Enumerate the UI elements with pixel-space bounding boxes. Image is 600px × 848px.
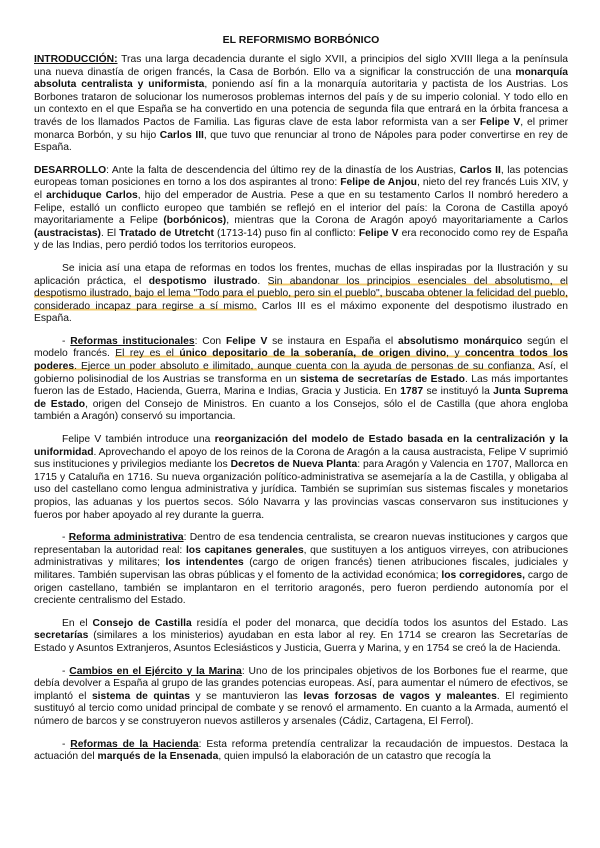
bold-text: los intendentes	[165, 557, 244, 569]
reorganizacion-paragraph	[34, 434, 568, 522]
text: En el	[62, 617, 93, 629]
text: : Con	[194, 335, 226, 347]
bold-text: despotismo ilustrado	[148, 275, 258, 287]
text: (1713-14) puso fin al conflicto:	[213, 227, 359, 239]
intro-label: INTRODUCCIÓN:	[34, 54, 118, 65]
reformas-institucionales-paragraph	[34, 336, 568, 424]
bold-text: Felipe V	[358, 227, 399, 239]
text: , el primer monarca Borbón, y su hijo	[34, 116, 569, 141]
text: , las potencias europeas toman posiciones en torno a los dos aspirantes al trono:	[34, 164, 568, 189]
intro-paragraph	[34, 54, 568, 155]
bold-text: Felipe V	[479, 116, 521, 128]
text: según el modelo francés.	[34, 335, 568, 360]
bold-text: Junta Suprema de Estado	[34, 386, 569, 410]
text: . El	[100, 227, 120, 239]
bold-text: Carlos II	[459, 164, 501, 176]
text: Felipe V también introduce una	[62, 434, 215, 446]
text: . Aprovechando el apoyo de los reinos de la Corona de Aragón a la causa austracista, Felipe V suprimió sus instituciones y privilegios mediante los	[34, 446, 568, 471]
text: , que sustituyen a los antiguos virreyes, con atribuciones administrativas y militares;	[34, 544, 568, 569]
text: . Las más importantes fueron las de Estado, Hacienda, Guerra, Marina e Indias, Gracia y Justicia. En	[34, 373, 568, 398]
bold-text: los capitanes generales	[185, 544, 304, 556]
text: Se inicia así una etapa de reformas en todos los frentes, muchas de ellas inspiradas por la Ilustración y su aplicación práctica, el	[34, 262, 568, 287]
text: : Dentro de esa tendencia centralista, se crearon nuevas instituciones y cargos que representaban la autoridad real:	[34, 532, 568, 556]
bold-text: reorganización del modelo de Estado basada en la centralización y la uniformidad	[34, 434, 568, 458]
bold-text: (borbónicos)	[163, 215, 227, 227]
text: -	[62, 335, 71, 347]
text: -	[62, 665, 70, 677]
bold-text: concentra todos los poderes	[34, 348, 569, 373]
text: (cargo de origen francés) tienen atribuciones fiscales, judiciales y militares. También supervisan las obras públicas y el fomento de la actividad económica;	[34, 557, 568, 581]
consejo-castilla-paragraph	[34, 618, 568, 656]
bold-text: Consejo de Castilla	[92, 617, 192, 629]
section-heading: Reformas institucionales	[70, 335, 195, 347]
text: Tras una larga decadencia durante el siglo XVII, a principios del siglo XVIII llega a la península una nueva dinastía de origen francés, la Casa de Borbón. Ello va a significar la construcción de una	[34, 54, 568, 78]
bold-text: archiduque Carlos	[46, 189, 138, 201]
bold-text: Carlos III	[159, 129, 204, 141]
desarrollo-paragraph	[34, 165, 568, 253]
text: , quien impulsó la elaboración de un catastro que recogía la	[218, 751, 491, 763]
text: (similares a los ministerios) ayudaban en esta labor al rey. En 1714 se crearon las Secretarías de Estado y Asuntos Extranjeros, Asuntos Eclesiásticos y Justicia, Guerra y Marina, y en 1754 se creó la de Hacienda.	[34, 630, 568, 654]
bold-text: absolutismo monárquico	[397, 335, 523, 347]
section-heading: Cambios en el Ejército y la Marina	[69, 665, 242, 677]
text: Carlos III es el máximo exponente del despotismo ilustrado en España.	[34, 300, 568, 325]
text: .	[257, 275, 268, 287]
text: , nieto del rey francés Luis XIV, y el	[34, 177, 568, 201]
bold-text: Tratado de Utretcht	[119, 227, 214, 239]
section-heading: Reforma administrativa	[68, 532, 184, 544]
text: , hijo del emperador de Austria. Pese a que en su testamento Carlos II nombró heredero a Felipe, estalló un conflicto europeo que también se reflejó en el interior del país: la Corona de Castilla apoyó mayoritariamente a Felipe	[34, 189, 568, 227]
text: era reconocido como rey de España y de las Indias, pero perdió todos los territorios europeos.	[34, 227, 569, 252]
bold-text: levas forzosas de vagos y maleantes	[303, 690, 497, 702]
section-heading: Reformas de la Hacienda	[70, 738, 199, 750]
text: : para Aragón y Valencia en 1707, Mallorca en 1715 y Cataluña en 1716. Su nueva organización político-administrativa se asemejaría a la de Castilla, y obligaba al uso del castellano como lengua administrativa y jurídica. También se suprimían sus sistemas fiscales y monetarios propios, las aduanas y los puertos secos. Sólo Navarra y las provincias vascas conservaron sus instituciones y fueros por haber apoyado al rey durante la guerra.	[34, 459, 568, 521]
bold-text: sistema de secretarías de Estado	[300, 373, 465, 385]
text: : Esta reforma pretendía centralizar la recaudación de impuestos. Destaca la actuación del	[34, 738, 569, 763]
text: . Ejerce un poder absoluto e ilimitado, aunque cuenta con la ayuda de personas de su confianza.	[74, 361, 535, 373]
bold-text: Felipe de Anjou	[340, 177, 417, 189]
text: -	[62, 738, 71, 750]
bold-text: secretarías	[34, 630, 89, 642]
bold-text: Felipe V	[225, 335, 268, 347]
text: residía el poder del monarca, que decidía todos los asuntos del Estado. Las	[191, 617, 568, 629]
highlighted-text	[34, 348, 568, 372]
despotismo-paragraph	[34, 263, 568, 326]
bold-text: 1787	[400, 386, 424, 398]
text: , mientras que la Corona de Aragón apoyó mayoritariamente a Carlos	[226, 215, 568, 227]
bold-text: (austracistas)	[34, 227, 101, 239]
text: , origen del Consejo de Ministros. En cuanto a los Consejos, sólo el de Castilla (que ahora engloba también a Aragón) conservó su importancia.	[34, 398, 568, 423]
text: -	[62, 532, 69, 544]
reforma-administrativa-paragraph	[34, 532, 568, 608]
bold-text: único depositario de la soberanía, de origen divino	[179, 348, 447, 360]
bold-text: marqués de la Ensenada	[97, 751, 219, 763]
document-page	[34, 34, 568, 774]
reformas-hacienda-paragraph	[34, 739, 568, 764]
text: Así, el gobierno polisinodial de los Austrias se transforma en un	[34, 361, 569, 385]
bold-text: sistema de quintas	[91, 690, 190, 702]
ejercito-marina-paragraph	[34, 666, 568, 729]
text: , poniendo así fin a la monarquía autoritaria y pactista de los Austrias. Los Borbones trataron de solucionar los numerosos problemas internos del país y de su imperio colonial. Y todo ello en un contexto en el que España se ha convertido en una potencia de segunda fila que entrará en la órbita francesa a través de los llamados Pactos de Familia. Las figuras clave de esta labor reformista van a ser	[34, 79, 568, 128]
text: , y	[446, 348, 466, 360]
highlighted-text: Sin abandonar los principios esenciales del absolutismo, el despotismo ilustrado, bajo el lema "Todo para el pueblo, pero sin el pueblo", buscaba obtener la felicidad del pueblo, considerado incapaz para regirse a sí mismo.	[34, 275, 568, 312]
desarrollo-label: DESARROLLO	[34, 164, 107, 176]
text: : Uno de los principales objetivos de los Borbones fue el rearme, que debía devolver a España al grupo de las grandes potencias europeas. Así, para aumentar el número de efectivos, se implantó el	[34, 665, 568, 702]
text: El rey es el	[115, 348, 180, 360]
text: se instaura en España el	[267, 335, 398, 347]
text: , que tuvo que renunciar al trono de Nápoles para poder convertirse en rey de España.	[34, 129, 568, 154]
text: . El regimiento sustituyó al tercio como unidad principal de combate y se renovó el armamento. En cuanto a la Armada, aumentó el número de barcos y se construyeron nuevos astilleros y arsenales (Cádiz, Cartagena, El Ferrol).	[34, 690, 568, 727]
bold-text: monarquía absoluta centralista y uniformista	[34, 66, 568, 91]
document-title: EL REFORMISMO BORBÓNICO	[222, 34, 380, 46]
text: y se mantuvieron las	[189, 690, 304, 702]
bold-text: Decretos de Nueva Planta	[230, 459, 358, 471]
text: cargo de origen castellano, también se implantaron en el territorio aragonés, pero fueron perdiendo autonomía por el creciente centralismo del Estado.	[34, 569, 569, 607]
text: se instituyó la	[423, 386, 494, 398]
bold-text: los corregidores,	[441, 569, 525, 581]
text: : Ante la falta de descendencia del último rey de la dinastía de los Austrias,	[106, 164, 460, 176]
